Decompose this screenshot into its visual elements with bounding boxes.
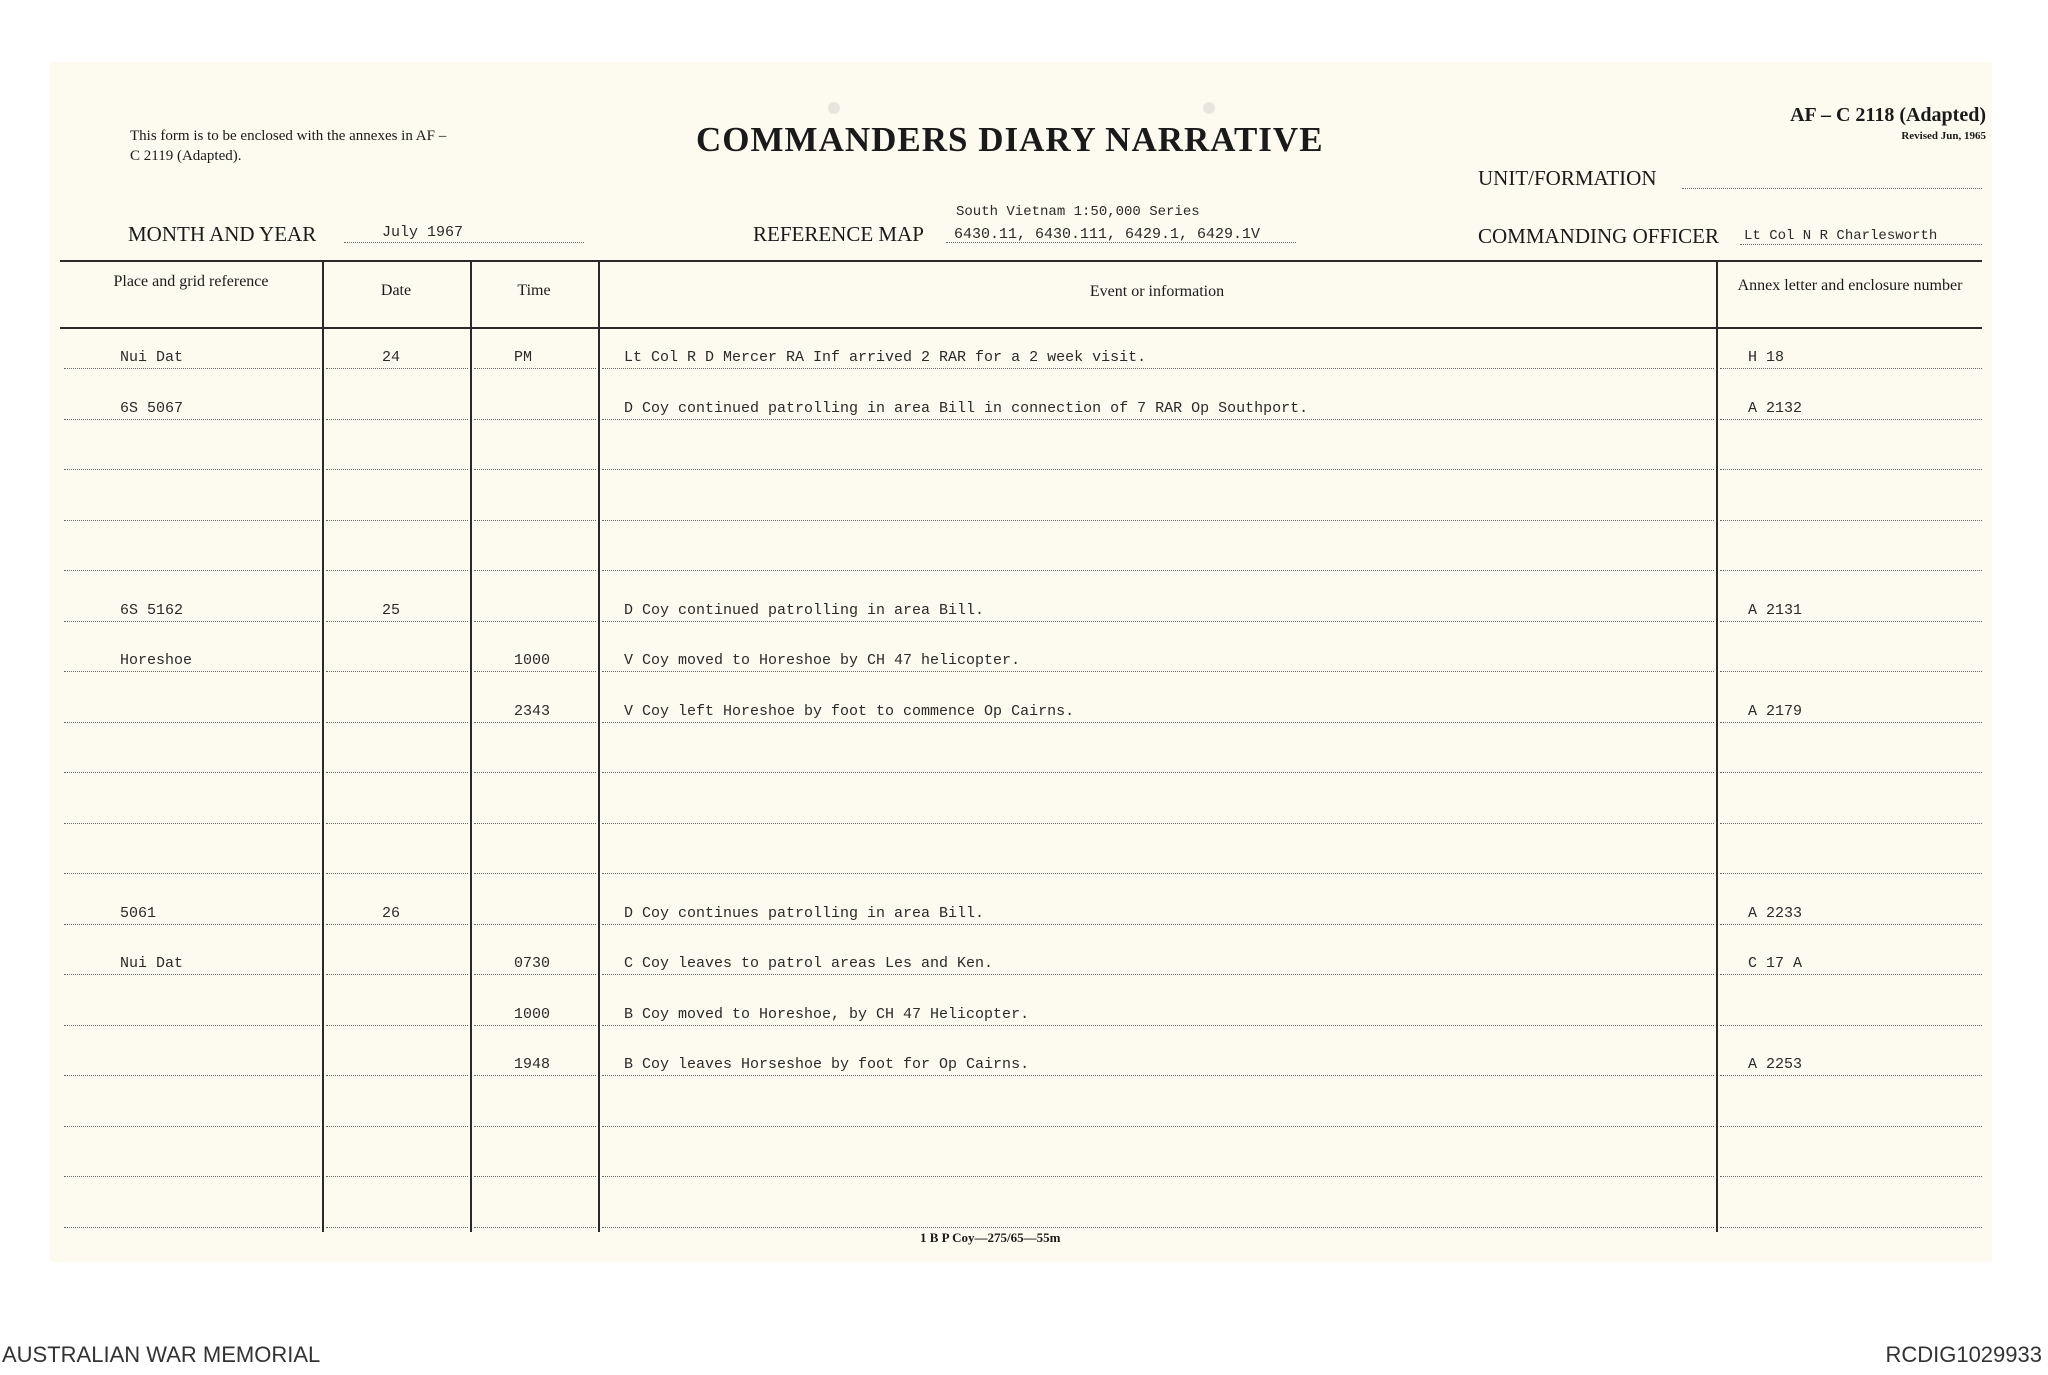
row-dotted-line bbox=[1720, 1176, 1982, 1177]
row-dotted-line bbox=[474, 520, 596, 521]
unit-line bbox=[1682, 188, 1982, 189]
row-dotted-line bbox=[326, 570, 468, 571]
row-dotted-line bbox=[1720, 924, 1982, 925]
cell-time: PM bbox=[514, 349, 533, 366]
column-rule bbox=[470, 260, 472, 1232]
row-dotted-line bbox=[1720, 469, 1982, 470]
cell-date: 24 bbox=[382, 349, 401, 366]
row-dotted-line bbox=[1720, 570, 1982, 571]
row-dotted-line bbox=[326, 1126, 468, 1127]
row-dotted-line bbox=[1720, 974, 1982, 975]
row-dotted-line bbox=[474, 1126, 596, 1127]
cell-event: Lt Col R D Mercer RA Inf arrived 2 RAR for a 2 week visit. bbox=[624, 349, 1147, 366]
form-note: This form is to be enclosed with the annexes in AF – C 2119 (Adapted). bbox=[130, 128, 447, 164]
month-year-label: MONTH AND YEAR bbox=[128, 222, 317, 246]
cell-place: Nui Dat bbox=[120, 955, 184, 972]
row-dotted-line bbox=[1720, 520, 1982, 521]
row-dotted-line bbox=[326, 469, 468, 470]
row-dotted-line bbox=[474, 924, 596, 925]
row-dotted-line bbox=[474, 469, 596, 470]
row-dotted-line bbox=[326, 621, 468, 622]
row-dotted-line bbox=[602, 520, 1714, 521]
form-code: AF – C 2118 (Adapted) bbox=[1790, 104, 1986, 126]
row-dotted-line bbox=[1720, 621, 1982, 622]
row-dotted-line bbox=[1720, 722, 1982, 723]
cell-place: Nui Dat bbox=[120, 349, 184, 366]
row-dotted-line bbox=[474, 823, 596, 824]
cell-place: 6S 5162 bbox=[120, 602, 184, 619]
row-dotted-line bbox=[602, 1227, 1714, 1228]
cell-time: 2343 bbox=[514, 703, 551, 720]
reference-map-label: REFERENCE MAP bbox=[753, 222, 924, 246]
column-rule bbox=[598, 260, 600, 1232]
cell-event: V Coy left Horeshoe by foot to commence Op Cairns. bbox=[624, 703, 1075, 720]
row-dotted-line bbox=[1720, 671, 1982, 672]
row-dotted-line bbox=[64, 469, 320, 470]
row-dotted-line bbox=[326, 1227, 468, 1228]
row-dotted-line bbox=[602, 823, 1714, 824]
row-dotted-line bbox=[64, 621, 320, 622]
month-year-value: July 1967 bbox=[382, 224, 464, 241]
cell-annex: H 18 bbox=[1748, 349, 1785, 366]
cell-annex: A 2253 bbox=[1748, 1056, 1803, 1073]
row-dotted-line bbox=[1720, 1227, 1982, 1228]
row-dotted-line bbox=[326, 722, 468, 723]
reference-map-value: 6430.11, 6430.111, 6429.1, 6429.1V bbox=[954, 226, 1261, 243]
cell-time: 1948 bbox=[514, 1056, 551, 1073]
row-dotted-line bbox=[64, 974, 320, 975]
print-code: 1 B P Coy—275/65—55m bbox=[920, 1230, 1061, 1245]
footer-source: AUSTRALIAN WAR MEMORIAL bbox=[2, 1342, 321, 1367]
commanding-officer-line bbox=[1740, 244, 1982, 245]
month-year-line bbox=[344, 242, 584, 243]
row-dotted-line bbox=[474, 570, 596, 571]
row-dotted-line bbox=[474, 621, 596, 622]
cell-place: 5061 bbox=[120, 905, 157, 922]
header-rule bbox=[60, 327, 1982, 329]
cell-event: D Coy continues patrolling in area Bill. bbox=[624, 905, 985, 922]
row-dotted-line bbox=[602, 368, 1714, 369]
row-dotted-line bbox=[602, 570, 1714, 571]
row-dotted-line bbox=[326, 1025, 468, 1026]
row-dotted-line bbox=[602, 772, 1714, 773]
punch-hole bbox=[1203, 102, 1215, 114]
cell-annex: A 2179 bbox=[1748, 703, 1803, 720]
row-dotted-line bbox=[1720, 368, 1982, 369]
cell-date: 26 bbox=[382, 905, 401, 922]
row-dotted-line bbox=[1720, 1126, 1982, 1127]
row-dotted-line bbox=[64, 570, 320, 571]
row-dotted-line bbox=[64, 1075, 320, 1076]
column-header-date: Date bbox=[380, 282, 412, 299]
cell-annex: A 2233 bbox=[1748, 905, 1803, 922]
row-dotted-line bbox=[64, 671, 320, 672]
cell-event: C Coy leaves to patrol areas Les and Ken. bbox=[624, 955, 994, 972]
row-dotted-line bbox=[326, 671, 468, 672]
row-dotted-line bbox=[64, 368, 320, 369]
row-dotted-line bbox=[602, 974, 1714, 975]
column-rule bbox=[322, 260, 324, 1232]
row-dotted-line bbox=[602, 722, 1714, 723]
table-top-rule bbox=[60, 260, 1982, 262]
row-dotted-line bbox=[602, 1075, 1714, 1076]
row-dotted-line bbox=[64, 520, 320, 521]
page-title: COMMANDERS DIARY NARRATIVE bbox=[696, 120, 1324, 159]
cell-date: 25 bbox=[382, 602, 401, 619]
column-header-place: Place and grid reference bbox=[113, 273, 269, 290]
cell-time: 1000 bbox=[514, 652, 551, 669]
row-dotted-line bbox=[474, 873, 596, 874]
cell-annex: A 2131 bbox=[1748, 602, 1803, 619]
punch-hole bbox=[828, 102, 840, 114]
row-dotted-line bbox=[602, 1176, 1714, 1177]
cell-event: D Coy continued patrolling in area Bill. bbox=[624, 602, 985, 619]
row-dotted-line bbox=[326, 974, 468, 975]
row-dotted-line bbox=[1720, 873, 1982, 874]
row-dotted-line bbox=[1720, 419, 1982, 420]
row-dotted-line bbox=[326, 772, 468, 773]
row-dotted-line bbox=[64, 1176, 320, 1177]
cell-place: Horeshoe bbox=[120, 652, 193, 669]
row-dotted-line bbox=[64, 1025, 320, 1026]
footer-id: RCDIG1029933 bbox=[1885, 1342, 2042, 1367]
row-dotted-line bbox=[474, 722, 596, 723]
row-dotted-line bbox=[474, 974, 596, 975]
row-dotted-line bbox=[474, 1227, 596, 1228]
row-dotted-line bbox=[64, 924, 320, 925]
cell-event: B Coy moved to Horeshoe, by CH 47 Helicopter. bbox=[624, 1006, 1030, 1023]
row-dotted-line bbox=[602, 419, 1714, 420]
row-dotted-line bbox=[326, 873, 468, 874]
commanding-officer-value: Lt Col N R Charlesworth bbox=[1744, 228, 1938, 244]
row-dotted-line bbox=[64, 823, 320, 824]
cell-annex: C 17 A bbox=[1748, 955, 1803, 972]
row-dotted-line bbox=[1720, 1025, 1982, 1026]
cell-event: V Coy moved to Horeshoe by CH 47 helicopter. bbox=[624, 652, 1021, 669]
row-dotted-line bbox=[474, 368, 596, 369]
cell-event: B Coy leaves Horseshoe by foot for Op Cairns. bbox=[624, 1056, 1030, 1073]
row-dotted-line bbox=[474, 1176, 596, 1177]
row-dotted-line bbox=[326, 368, 468, 369]
row-dotted-line bbox=[64, 873, 320, 874]
row-dotted-line bbox=[64, 722, 320, 723]
row-dotted-line bbox=[326, 823, 468, 824]
row-dotted-line bbox=[1720, 772, 1982, 773]
row-dotted-line bbox=[602, 469, 1714, 470]
revised-date: Revised Jun, 1965 bbox=[1901, 130, 1986, 142]
commanding-officer-label: COMMANDING OFFICER bbox=[1478, 224, 1719, 248]
row-dotted-line bbox=[474, 1075, 596, 1076]
row-dotted-line bbox=[326, 924, 468, 925]
row-dotted-line bbox=[602, 1025, 1714, 1026]
cell-event: D Coy continued patrolling in area Bill in connection of 7 RAR Op Southport. bbox=[624, 400, 1309, 417]
row-dotted-line bbox=[474, 1025, 596, 1026]
row-dotted-line bbox=[64, 1227, 320, 1228]
cell-time: 0730 bbox=[514, 955, 551, 972]
unit-label: UNIT/FORMATION bbox=[1478, 166, 1657, 190]
row-dotted-line bbox=[64, 1126, 320, 1127]
row-dotted-line bbox=[64, 419, 320, 420]
row-dotted-line bbox=[602, 671, 1714, 672]
row-dotted-line bbox=[602, 873, 1714, 874]
row-dotted-line bbox=[1720, 1075, 1982, 1076]
row-dotted-line bbox=[474, 671, 596, 672]
cell-annex: A 2132 bbox=[1748, 400, 1803, 417]
row-dotted-line bbox=[602, 924, 1714, 925]
row-dotted-line bbox=[326, 419, 468, 420]
row-dotted-line bbox=[326, 520, 468, 521]
diary-sheet bbox=[50, 62, 1992, 1262]
row-dotted-line bbox=[326, 1176, 468, 1177]
column-header-annex: Annex letter and enclosure number bbox=[1737, 277, 1963, 294]
map-series: South Vietnam 1:50,000 Series bbox=[956, 204, 1200, 220]
row-dotted-line bbox=[326, 1075, 468, 1076]
cell-time: 1000 bbox=[514, 1006, 551, 1023]
column-header-time: Time bbox=[517, 282, 551, 299]
row-dotted-line bbox=[602, 621, 1714, 622]
column-rule bbox=[1716, 260, 1718, 1232]
row-dotted-line bbox=[602, 1126, 1714, 1127]
column-header-event: Event or information bbox=[1089, 283, 1225, 300]
row-dotted-line bbox=[1720, 823, 1982, 824]
row-dotted-line bbox=[474, 772, 596, 773]
row-dotted-line bbox=[474, 419, 596, 420]
cell-place: 6S 5067 bbox=[120, 400, 184, 417]
row-dotted-line bbox=[64, 772, 320, 773]
